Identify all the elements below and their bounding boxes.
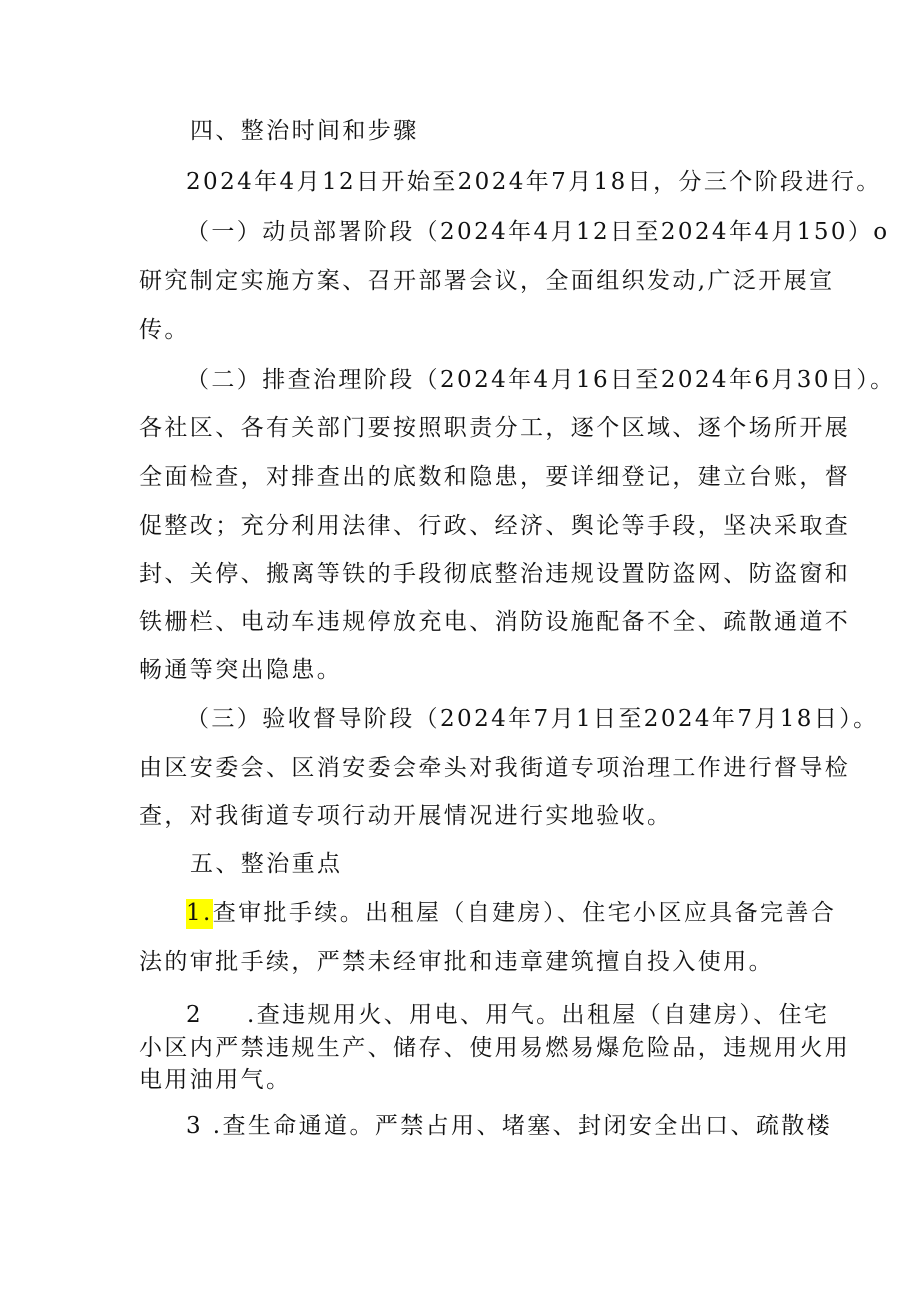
stage2-line-5: 封、关停、搬离等铁的手段彻底整治违规设置防盗网、防盗窗和 [139,561,851,587]
section4-intro: 2024年4月12日开始至2024年7月18日，分三个阶段进行。 [186,169,882,195]
section5-heading: 五、整治重点 [190,851,343,877]
item1-line-1-text: 查审批手续。出租屋（自建房）、住宅小区应具备完善合 [212,900,837,926]
item2-line-1-text: .查违规用火、用电、用气。出租屋（自建房）、住宅 [247,1002,830,1028]
item3-line-1: 3 .查生命通道。严禁占用、堵塞、封闭安全出口、疏散楼 [186,1113,833,1139]
stage1-line-2: 研究制定实施方案、召开部署会议，全面组织发动,广泛开展宣 [139,268,835,294]
item1-number-highlighted: 1. [186,899,213,929]
stage2-line-1: （二）排查治理阶段（2024年4月16日至2024年6月30日）。 [186,367,896,393]
stage2-line-6: 铁栅栏、电动车违规停放充电、消防设施配备不全、疏散通道不 [139,609,851,635]
stage1-line-1: （一）动员部署阶段（2024年4月12日至2024年4月150）o [186,219,890,245]
stage2-line-7: 畅通等突出隐患。 [139,657,343,683]
item1-line-2: 法的审批手续，严禁未经审批和违章建筑擅自投入使用。 [139,949,774,975]
stage2-line-3: 全面检查，对排查出的底数和隐患，要详细登记，建立台账，督 [139,464,851,490]
item1-line-1 [0,898,836,928]
section4-heading: 四、整治时间和步骤 [190,118,419,144]
item2-line-1 [0,1000,829,1030]
item2-line-2: 小区内严禁违规生产、储存、使用易燃易爆危险品，违规用火用 [139,1035,851,1061]
item2-number: 2 [186,1002,204,1028]
stage1-line-3: 传。 [139,317,190,343]
stage2-line-4: 促整改；充分利用法律、行政、经济、舆论等手段，坚决采取查 [139,513,851,539]
stage3-line-1: （三）验收督导阶段（2024年7月1日至2024年7月18日）。 [186,706,879,732]
item2-line-3: 电用油用气。 [139,1067,292,1093]
stage3-line-2: 由区安委会、区消安委会牵头对我街道专项治理工作进行督导检 [139,755,851,781]
stage3-line-3: 查，对我街道专项行动开展情况进行实地验收。 [139,803,673,829]
stage2-line-2: 各社区、各有关部门要按照职责分工，逐个区域、逐个场所开展 [139,415,851,441]
